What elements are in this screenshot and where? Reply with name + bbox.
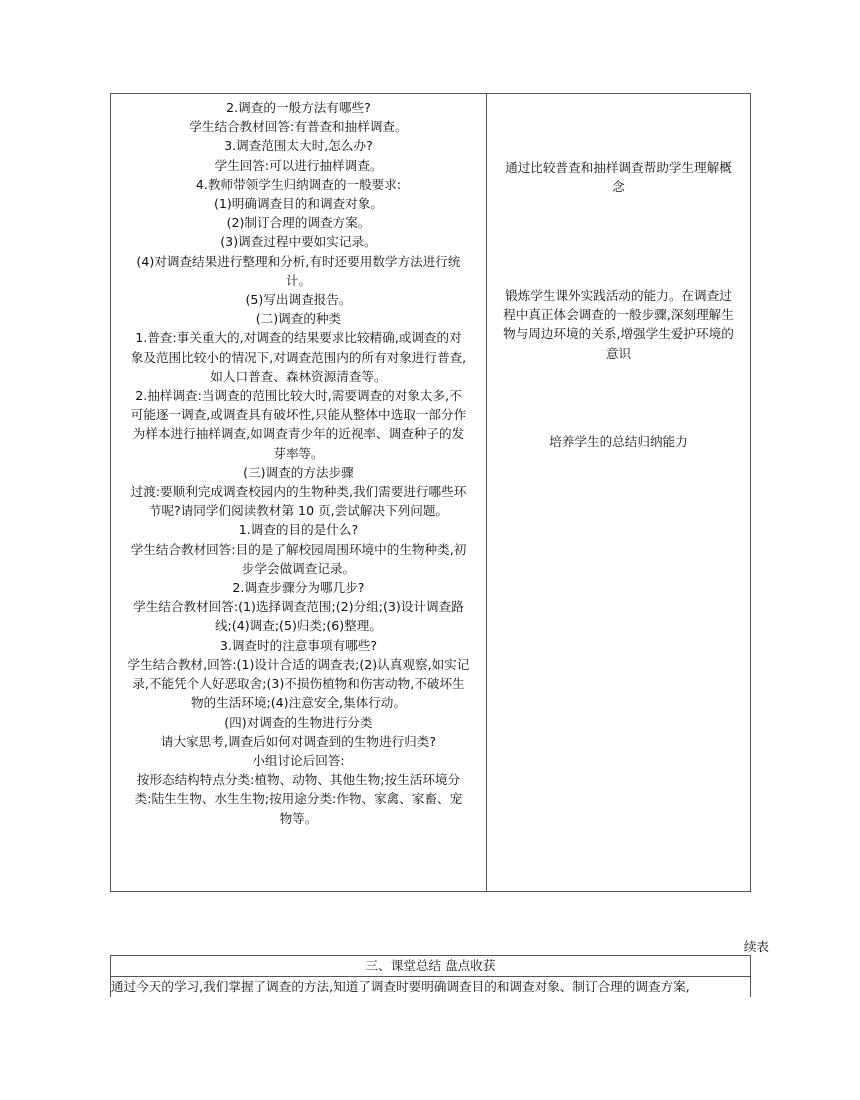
design-note-2 <box>493 286 744 363</box>
process-line: 录,不能凭个人好恶取舍;(3)不损伤植物和伤害动物,不破坏生 <box>132 676 465 692</box>
process-line: 请大家思考,调查后如何对调查到的生物进行归类? <box>160 733 437 749</box>
table-row <box>111 956 751 977</box>
process-line: 学生结合教材,回答:(1)设计合适的调查表;(2)认真观察,如实记 <box>127 656 470 672</box>
process-line: 步学会做调查记录。 <box>241 560 356 576</box>
process-line: (4)对调查结果进行整理和分析,有时还要用数学方法进行统 <box>136 253 461 269</box>
table-row <box>111 977 751 998</box>
process-line: 类:陆生生物、水生生物;按用途分类:作物、家禽、家畜、宠 <box>134 791 463 807</box>
process-line: 学生结合教材回答:有普查和抽样调查。 <box>189 119 408 135</box>
design-note-1 <box>493 158 744 196</box>
process-line: 4.教师带领学生归纳调查的一般要求: <box>195 176 402 192</box>
design-intent-cell <box>486 94 750 892</box>
process-line: (1)明确调查目的和调查对象。 <box>213 196 383 212</box>
process-line: 小组讨论后回答: <box>252 752 345 768</box>
process-line: (3)调查过程中要如实记录。 <box>220 234 377 250</box>
note-line: 物与周边环境的关系,增强学生爱护环境的 <box>503 326 734 342</box>
process-line: 学生结合教材回答:目的是了解校园周围环境中的生物种类,初 <box>130 541 467 557</box>
summary-title: 三、课堂总结 盘点收获 <box>111 956 751 977</box>
process-line: 计。 <box>285 272 312 288</box>
process-line: 2.抽样调查:当调查的范围比较大时,需要调查的对象太多,不 <box>135 388 462 404</box>
process-line: 如人口普查、森林资源清查等。 <box>210 368 387 384</box>
process-line: 3.调查时的注意事项有哪些? <box>219 637 378 653</box>
note-line: 培养学生的总结归纳能力 <box>549 434 688 449</box>
process-line: 象及范围比较小的情况下,对调查范围内的所有对象进行普查, <box>130 349 467 365</box>
process-line: (2)制订合理的调查方案。 <box>226 215 371 231</box>
process-line: 学生结合教材回答:(1)选择调查范围;(2)分组;(3)设计调查路 <box>133 599 464 615</box>
summary-body: 通过今天的学习,我们掌握了调查的方法,知道了调查时要明确调查目的和调查对象、制订合理的调查方案, <box>111 977 751 998</box>
process-line: (5)写出调查报告。 <box>245 292 352 308</box>
process-line: 物等。 <box>279 810 318 826</box>
note-line: 念 <box>612 179 625 195</box>
process-line: 1.普查:事关重大的,对调查的结果要求比较精确,或调查的对 <box>135 330 462 346</box>
process-line: 1.调查的目的是什么? <box>238 522 359 538</box>
process-line: 物的生活环境;(4)注意安全,集体行动。 <box>190 695 406 711</box>
process-line: 可能逐一调查,或调查具有破坏性,只能从整体中选取一部分作 <box>130 407 467 423</box>
design-note-3 <box>493 432 744 451</box>
process-line: 线;(4)调查;(5)归类;(6)整理。 <box>214 618 382 634</box>
teaching-process-text <box>111 94 486 828</box>
note-line: 通过比较普查和抽样调查帮助学生理解概 <box>505 160 732 175</box>
note-line: 程中真正体会调查的一般步骤,深刻理解生 <box>503 307 734 323</box>
process-line: 按形态结构特点分类:植物、动物、其他生物;按生活环境分 <box>136 772 461 788</box>
process-line: (三)调查的方法步骤 <box>243 464 354 480</box>
summary-table <box>110 955 751 997</box>
process-line: 3.调查范围太大时,怎么办? <box>224 138 373 154</box>
table-row <box>111 94 751 892</box>
process-line: 2.调查步骤分为哪几步? <box>232 580 365 596</box>
process-line: 为样本进行抽样调查,如调查青少年的近视率、调查种子的发 <box>132 426 465 442</box>
note-line: 意识 <box>605 345 632 361</box>
process-line: 芽率等。 <box>273 445 324 461</box>
process-line: 节呢?请同学们阅读教材第 10 页,尝试解决下列问题。 <box>148 503 449 519</box>
teaching-process-cell <box>111 94 487 892</box>
process-line: 2.调查的一般方法有哪些? <box>226 100 371 115</box>
process-line: 过渡:要顺利完成调查校园内的生物种类,我们需要进行哪些环 <box>130 484 467 500</box>
process-line: 学生回答:可以进行抽样调查。 <box>214 157 383 173</box>
process-line: (二)调查的种类 <box>255 311 342 327</box>
note-line: 锻炼学生课外实践活动的能力。在调查过 <box>505 288 732 303</box>
process-line: (四)对调查的生物进行分类 <box>224 714 373 730</box>
lesson-table <box>110 93 751 892</box>
continued-label: 续表 <box>743 939 769 954</box>
design-intent-text <box>487 94 750 891</box>
